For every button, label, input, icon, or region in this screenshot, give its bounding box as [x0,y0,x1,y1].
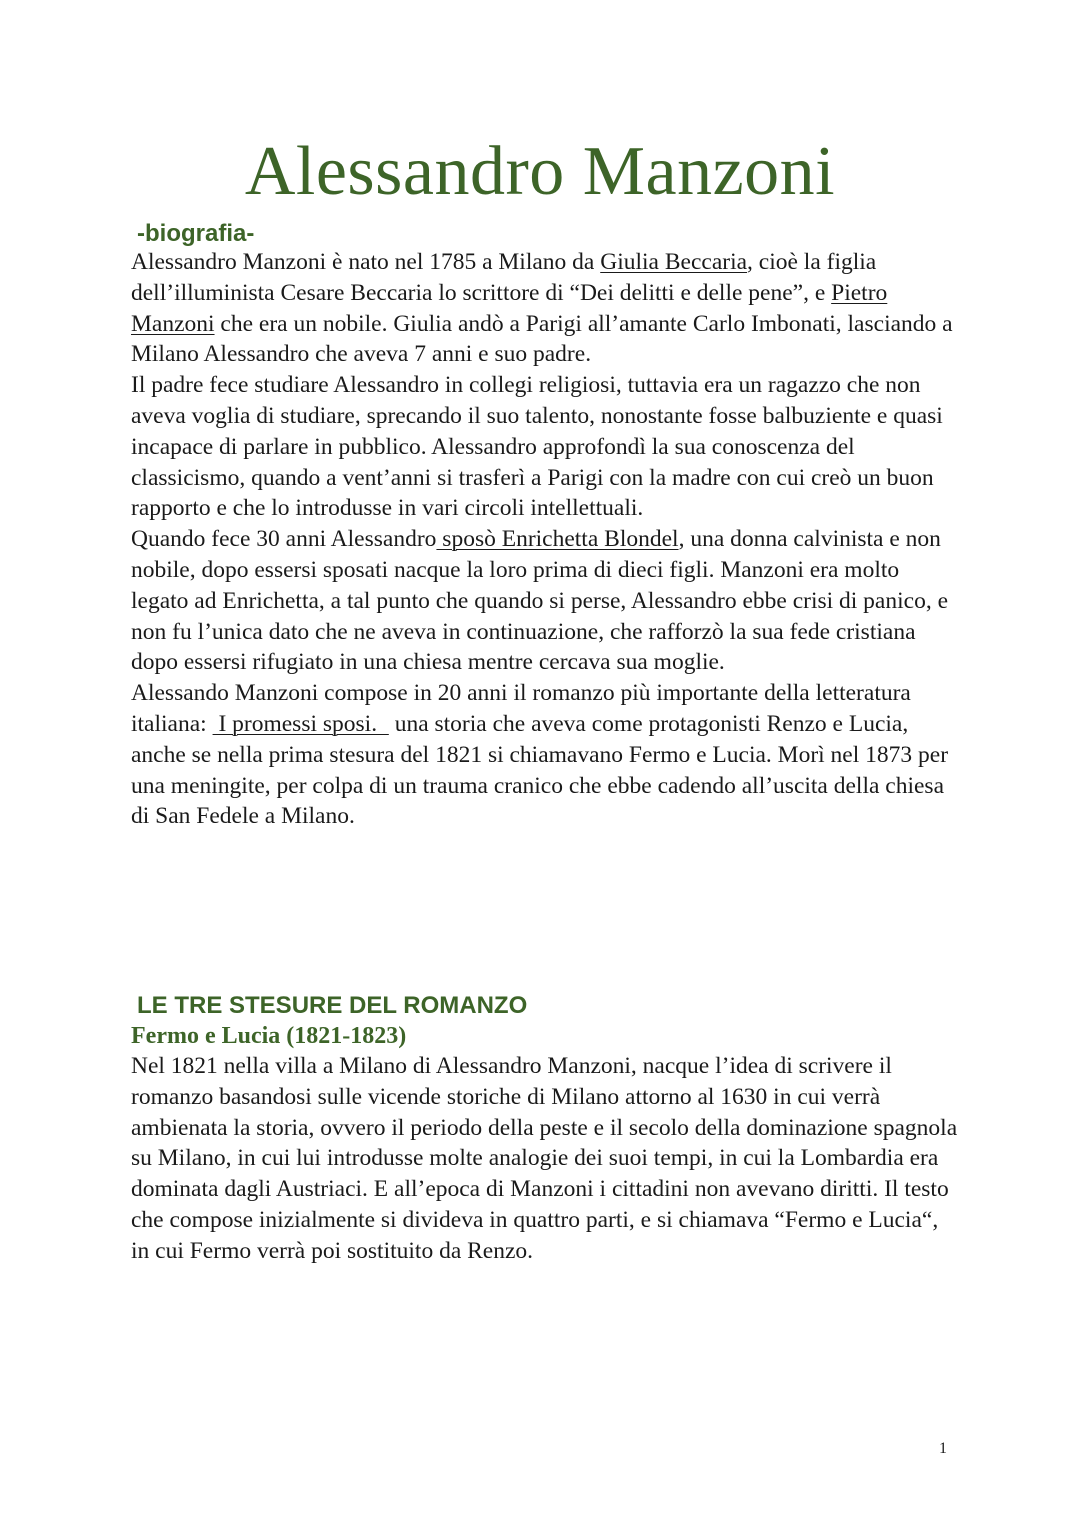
underlined-name-giulia: Giulia Beccaria [600,249,748,275]
page-number: 1 [939,1440,947,1457]
biography-heading: -biografia- [137,220,255,247]
biography-paragraph-2: Il padre fece studiare Alessandro in collegi religiosi, tuttavia era un ragazzo che non aveva voglia di studiare, sprecando il suo talento, nonostante fosse balbuziente e quasi incapace di parlare in pubblico. Alessandro approfondì la sua conoscenza del classicismo, quando a vent’anni si trasferì a Parigi con la madre con cui creò un buon rapporto e che lo introdusse in vari circoli intellettuali. [131,372,943,522]
underlined-name-pietro: Pietro Manzoni [131,279,888,337]
section-subheading: Fermo e Lucia (1821-1823) [131,1023,407,1049]
text-run: Alessandro Manzoni è nato nel 1785 a Milano da [131,249,601,275]
text-run: , cioè la figlia dell’illuminista Cesare Beccaria lo scrittore di “Dei delitti e delle pene”, e [131,249,877,306]
text-run: che era un nobile. Giulia andò a Parigi all’amante Carlo Imbonati, lasciando a Milano Alessandro che aveva 7 anni e suo padre. [131,310,953,368]
underlined-name-enrichetta: sposò Enrichetta Blondel [436,526,679,553]
biography-paragraph-1 [131,247,961,370]
page-title: Alessandro Manzoni [244,133,836,210]
text-run: Alessando Manzoni compose in 20 anni il romanzo più importante della letteratura italiana: [131,680,911,737]
section-heading: LE TRE STESURE DEL ROMANZO [137,992,528,1019]
underlined-title-promessi-sposi: I promessi sposi. [212,710,389,737]
text-run: una storia che aveva come protagonisti Renzo e Lucia, anche se nella prima stesura del 1821 si chiamavano Fermo e Lucia. Morì nel 1873 per una meningite, per colpa di un trauma cranico che ebbe cadendo all’uscita della chiesa di San Fedele a Milano. [131,710,949,830]
section-paragraph: Nel 1821 nella villa a Milano di Alessandro Manzoni, nacque l’idea di scrivere il romanzo basandosi sulle vicende storiche di Milano attorno al 1630 in cui verrà ambienata la storia, ovvero il periodo della peste e il secolo della dominazione spagnola su Milano, in cui lui introdusse molte analogie dei suoi tempi, in cui la Lombardia era dominata dagli Austriaci. E all’epoca di Manzoni i cittadini non avevano diritti. Il testo che compose inizialmente si divideva in quattro parti, e si chiamava “Fermo e Lucia“, in cui Fermo verrà poi sostituito da Renzo. [131,1053,958,1264]
text-run: , una donna calvinista e non nobile, dopo essersi sposati nacque la loro prima di dieci figli. Manzoni era molto legato ad Enrichetta, a tal punto che quando si perse, Alessandro ebbe crisi di panico, e non fu l’unica dato che ne aveva in continuazione, che rafforzò la sua fede cristiana dopo essersi rifugiato in una chiesa mentre cercava sua moglie. [131,526,949,676]
text-run: Quando fece 30 anni Alessandro [131,526,437,553]
biography-paragraph-4 [131,678,961,832]
biography-body [131,247,961,832]
section-body [131,1051,961,1267]
biography-paragraph-3 [131,524,961,678]
